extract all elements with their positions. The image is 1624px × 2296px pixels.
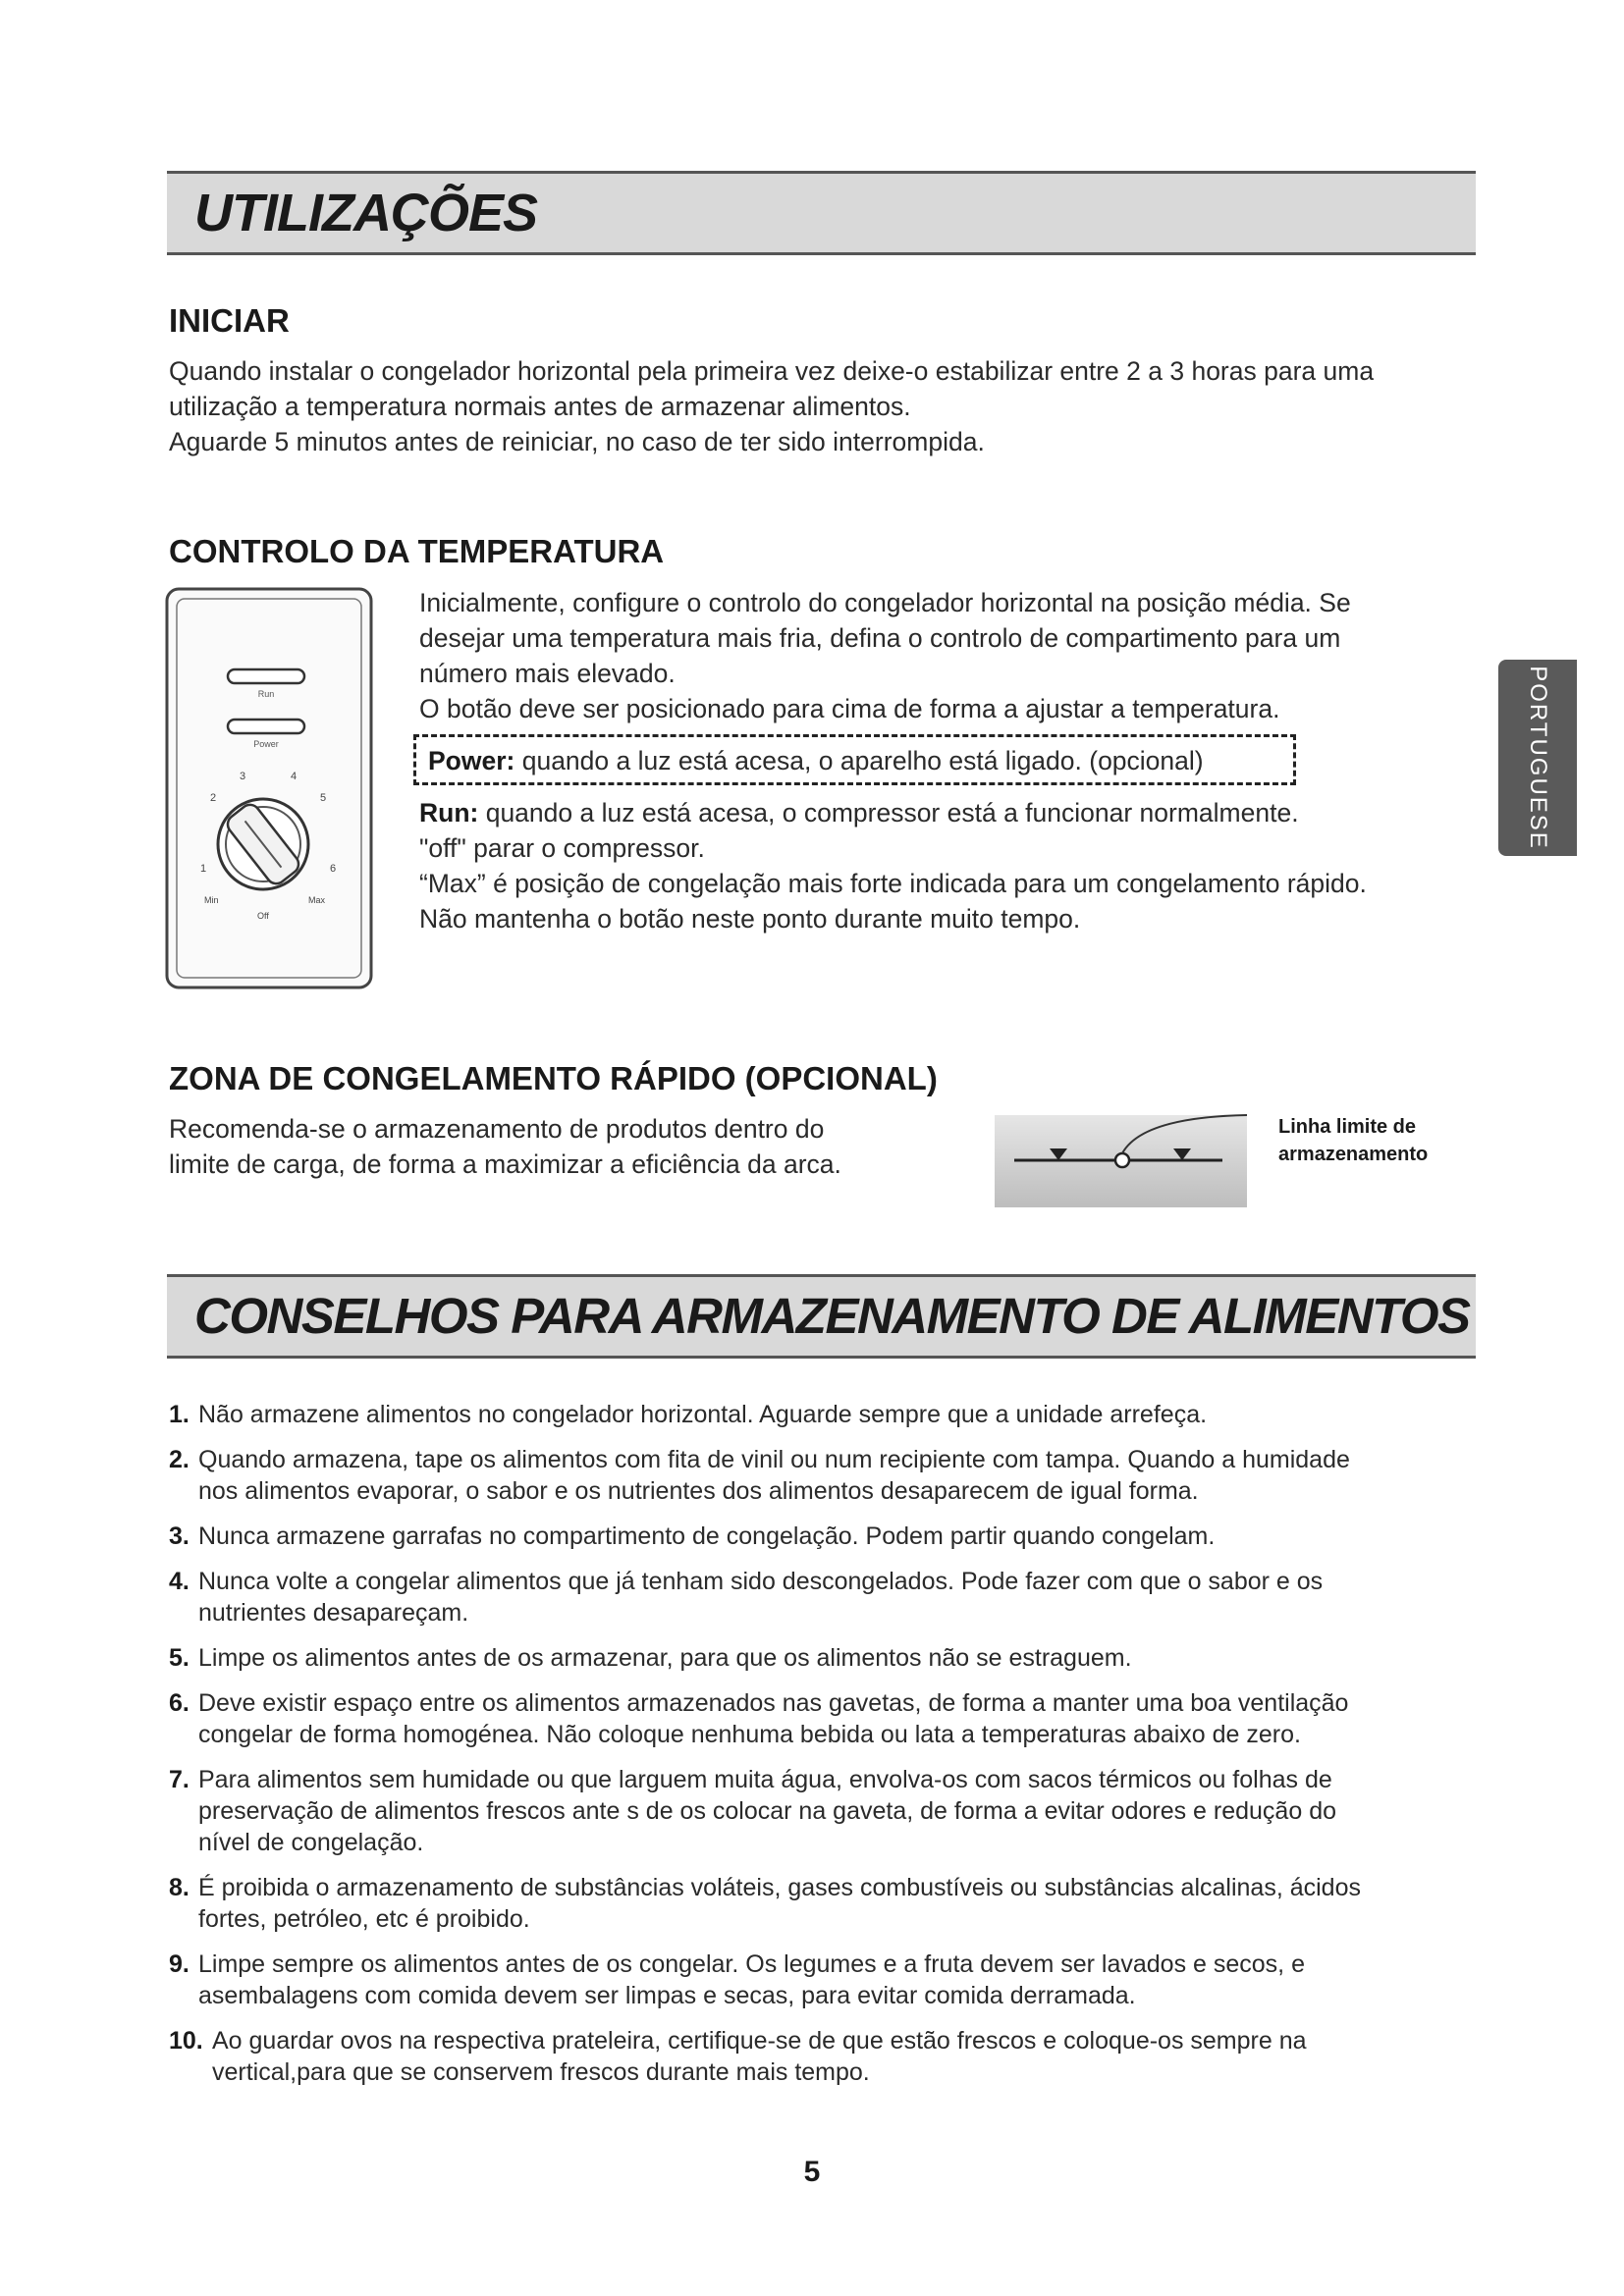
run-text: quando a luz está acesa, o compressor está a funcionar normalmente. [478, 798, 1299, 828]
dial-number-3: 3 [240, 771, 246, 782]
section-banner-conselhos [167, 1274, 1476, 1359]
iniciar-line-2: utilização a temperatura normais antes de armazenar alimentos. [169, 392, 911, 421]
dial-max-label: Max [308, 895, 326, 905]
dial-number-2: 2 [210, 792, 217, 804]
max-note-line-2: Não mantenha o botão neste ponto durante muito tempo. [419, 904, 1081, 934]
storage-limit-label-line-1: Linha limite de [1278, 1116, 1417, 1138]
off-note: "off" parar o compressor. [419, 833, 705, 863]
controlo-line-3: número mais elevado. [419, 659, 676, 688]
list-item: 8. É proibida o armazenamento de substâncias voláteis, gases combustíveis ou substâncias alcalinas, ácidos fortes, petróleo, etc é proibido. [169, 1874, 1361, 1933]
run-paragraph [419, 795, 1489, 936]
control-panel-illustration [165, 587, 373, 989]
panel-power-label: Power [253, 739, 279, 749]
list-item: 6. Deve existir espaço entre os alimentos armazenados nas gavetas, de forma a manter uma boa ventilação congelar de forma homogénea. Não coloque nenhuma bebida ou lata a temperaturas abaixo de zero. [169, 1689, 1349, 1748]
dial-min-label: Min [204, 895, 219, 905]
page-number: 5 [803, 2156, 821, 2188]
controlo-heading: CONTROLO DA TEMPERATURA [169, 533, 665, 569]
limit-point-icon [1115, 1153, 1129, 1167]
dial-number-1: 1 [200, 863, 207, 875]
power-indicator-light [228, 720, 304, 733]
controlo-line-1: Inicialmente, configure o controlo do congelador horizontal na posição média. Se [419, 588, 1351, 617]
storage-limit-label-line-2: armazenamento [1278, 1144, 1429, 1165]
list-item: 10. Ao guardar ovos na respectiva prateleira, certifique-se de que estão frescos e coloque-os sempre na vertical,para que se conservem frescos durante mais tempo. [169, 2027, 1307, 2086]
zona-line-2: limite de carga, de forma a maximizar a eficiência da arca. [169, 1149, 841, 1179]
controlo-paragraph [419, 585, 1480, 726]
list-item: 5. Limpe os alimentos antes de os armazenar, para que os alimentos não se estraguem. [169, 1644, 1132, 1672]
list-item: 7. Para alimentos sem humidade ou que larguem muita água, envolva-os com sacos térmicos ou folhas de preservação de alimentos frescos ante s de os colocar na gaveta, de forma a evitar odores e redução do nível de congelação. [169, 1766, 1336, 1856]
section-banner-utilizacoes [167, 171, 1476, 255]
section-title-conselhos: CONSELHOS PARA ARMAZENAMENTO DE ALIMENTOS [194, 1288, 1470, 1344]
run-label: Run: [419, 798, 479, 828]
controlo-line-4: O botão deve ser posicionado para cima de forma a ajustar a temperatura. [419, 694, 1280, 723]
temperature-dial[interactable] [218, 799, 308, 889]
zona-paragraph [169, 1111, 935, 1182]
list-item: 4. Nunca volte a congelar alimentos que já tenham sido descongelados. Pode fazer com que o sabor e os nutrientes desapareçam. [169, 1568, 1324, 1627]
power-label: Power: [428, 746, 515, 775]
storage-limit-label [1278, 1113, 1428, 1168]
list-item: 2. Quando armazena, tape os alimentos com fita de vinil ou num recipiente com tampa. Quando a humidade nos alimentos evaporar, o sabor e os nutrientes dos alimentos desaparecem de igual forma. [169, 1446, 1350, 1505]
storage-limit-line-illustration [995, 1105, 1247, 1207]
language-tab-label: PORTUGUESE [1525, 666, 1551, 850]
iniciar-paragraph [169, 353, 1504, 459]
dial-number-4: 4 [291, 771, 298, 782]
dial-off-label: Off [257, 911, 269, 921]
controlo-line-2: desejar uma temperatura mais fria, defina o controlo de compartimento para um [419, 623, 1341, 653]
zona-heading: ZONA DE CONGELAMENTO RÁPIDO (OPCIONAL) [169, 1060, 938, 1096]
list-item: 1. Não armazene alimentos no congelador horizontal. Aguarde sempre que a unidade arrefeça. [169, 1401, 1208, 1428]
language-tab [1498, 660, 1577, 856]
dial-number-6: 6 [330, 863, 337, 875]
section-title-utilizacoes: UTILIZAÇÕES [194, 184, 537, 242]
panel-run-label: Run [257, 689, 275, 699]
zona-line-1: Recomenda-se o armazenamento de produtos dentro do [169, 1114, 825, 1144]
list-item: 3. Nunca armazene garrafas no compartimento de congelação. Podem partir quando congelam. [169, 1522, 1216, 1550]
power-note-box [413, 734, 1296, 785]
run-note [419, 795, 1489, 830]
max-note-line-1: “Max” é posição de congelação mais forte indicada para um congelamento rápido. [419, 869, 1367, 898]
iniciar-line-3: Aguarde 5 minutos antes de reiniciar, no caso de ter sido interrompida. [169, 427, 985, 456]
power-note [428, 743, 1204, 778]
iniciar-heading: INICIAR [169, 302, 290, 339]
power-text: quando a luz está acesa, o aparelho está ligado. (opcional) [514, 746, 1204, 775]
dial-number-5: 5 [320, 792, 327, 804]
list-item: 9. Limpe sempre os alimentos antes de os congelar. Os legumes e a fruta devem ser lavados e secos, e asembalagens com comida devem ser limpas e secas, para evitar comida derramada. [169, 1950, 1305, 2009]
run-indicator-light [228, 669, 304, 683]
advice-list [169, 1399, 1485, 2102]
iniciar-line-1: Quando instalar o congelador horizontal pela primeira vez deixe-o estabilizar entre 2 a 3 horas para uma [169, 356, 1375, 386]
